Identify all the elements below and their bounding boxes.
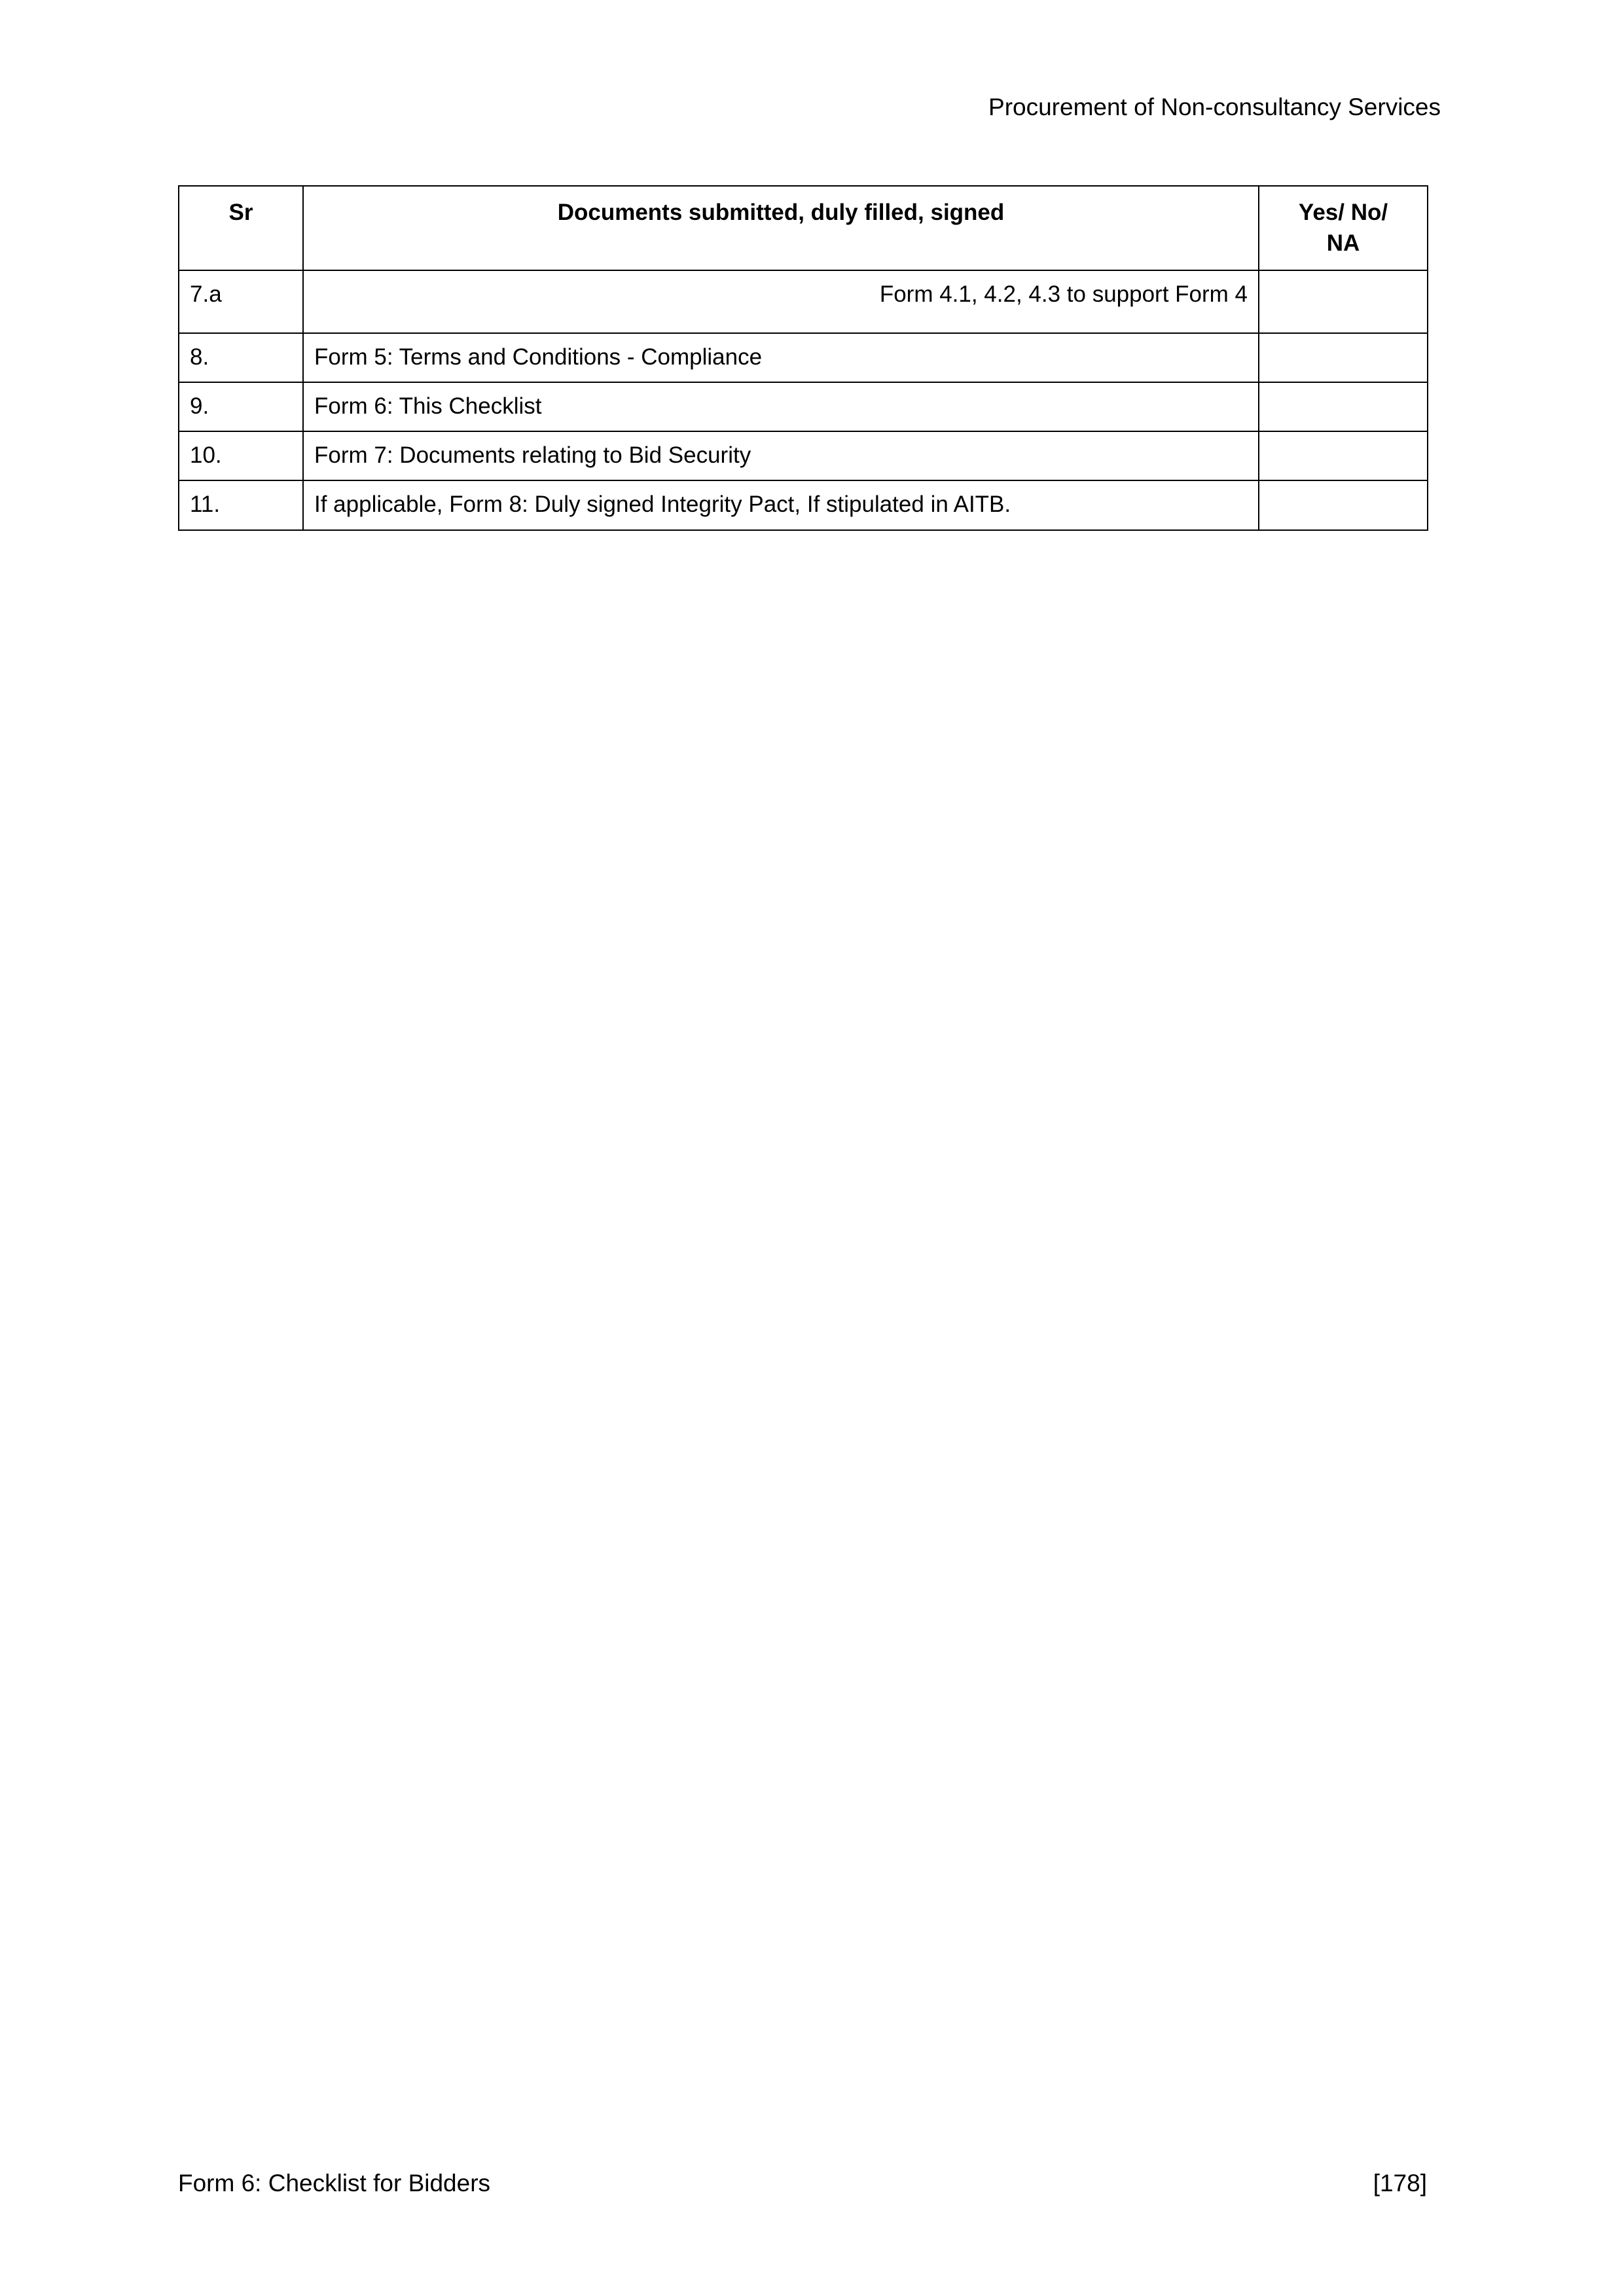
table-row	[179, 333, 1428, 382]
page-footer	[178, 2168, 1427, 2199]
page-header	[0, 92, 1624, 123]
row-yesno[interactable]	[1259, 431, 1428, 480]
footer-form-label: Form 6: Checklist for Bidders	[178, 2169, 491, 2197]
column-header-yesno	[1259, 186, 1428, 270]
table-row	[179, 382, 1428, 431]
table-row	[179, 480, 1428, 529]
table-row	[179, 431, 1428, 480]
row-sr: 11.	[179, 480, 303, 529]
table-header-row	[179, 186, 1428, 270]
row-sr: 10.	[179, 431, 303, 480]
row-sr: 8.	[179, 333, 303, 382]
column-header-sr: Sr	[179, 186, 303, 270]
row-document: Form 4.1, 4.2, 4.3 to support Form 4	[303, 270, 1259, 333]
row-yesno[interactable]	[1259, 480, 1428, 529]
row-sr: 9.	[179, 382, 303, 431]
checklist-table	[178, 185, 1428, 531]
table-row	[179, 270, 1428, 333]
column-header-yesno-line2: NA	[1326, 230, 1360, 257]
column-header-yesno-line1: Yes/ No/	[1298, 200, 1388, 225]
checklist-table-container	[178, 185, 1427, 531]
column-header-documents: Documents submitted, duly filled, signed	[303, 186, 1259, 270]
header-title: Procurement of Non-consultancy Services	[988, 94, 1441, 120]
row-yesno[interactable]	[1259, 382, 1428, 431]
row-sr: 7.a	[179, 270, 303, 333]
row-yesno[interactable]	[1259, 333, 1428, 382]
row-document: Form 6: This Checklist	[303, 382, 1259, 431]
row-document: Form 7: Documents relating to Bid Security	[303, 431, 1259, 480]
row-document: If applicable, Form 8: Duly signed Integrity Pact, If stipulated in AITB.	[303, 480, 1259, 529]
row-yesno[interactable]	[1259, 270, 1428, 333]
row-document: Form 5: Terms and Conditions - Compliance	[303, 333, 1259, 382]
footer-page-number: [178]	[1373, 2169, 1427, 2197]
